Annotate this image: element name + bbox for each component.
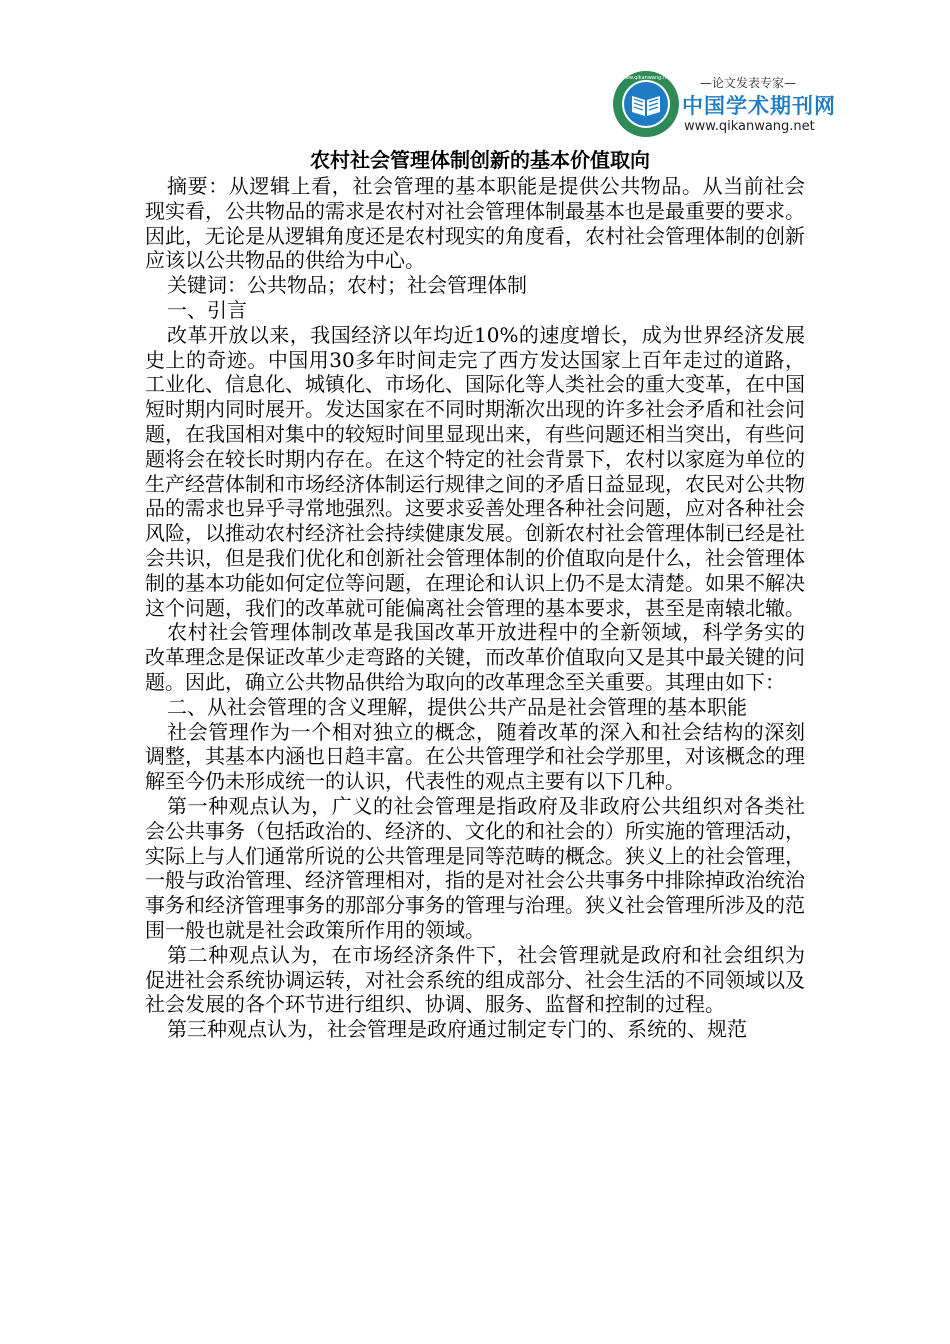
body-paragraph-1: 改革开放以来，我国经济以年均近10%的速度增长，成为世界经济发展史上的奇迹。中国用30多年时间走完了西方发达国家上百年走过的道路，工业化、信息化、城镇化、市场化、国际化等人类社会的重大变革，在中国短时期内同时展开。发达国家在不同时期渐次出现的许多社会矛盾和社会问题，在我国相对集中的较短时间里显现出来，有些问题还相当突出，有些问题将会在较长时期内存在。在这个特定的社会背景下，农村以家庭为单位的生产经营体制和市场经济体制运行规律之间的矛盾日益显现，农民对公共物品的需求也异乎寻常地强烈。这要求妥善处理各种社会问题，应对各种社会风险，以推动农村经济社会持续健康发展。创新农村社会管理体制已经是社会共识，但是我们优化和创新社会管理体制的价值取向是什么，社会管理体制的基本功能如何定位等问题，在理论和认识上仍不是太清楚。如果不解决这个问题，我们的改革就可能偏离社会管理的基本要求，甚至是南辕北辙。 <box>145 322 805 620</box>
body-paragraph-3: 社会管理作为一个相对独立的概念，随着改革的深入和社会结构的深刻调整，其基本内涵也日趋丰富。在公共管理学和社会学那里，对该概念的理解至今仍未形成统一的认识，代表性的观点主要有以下几种。 <box>145 719 805 794</box>
logo-site-name: 中国学术期刊网 <box>682 94 836 118</box>
body-paragraph-4: 第一种观点认为，广义的社会管理是指政府及非政府公共组织对各类社会公共事务（包括政治的、经济的、文化的和社会的）所实施的管理活动，实际上与人们通常所说的公共管理是同等范畴的概念。狭义上的社会管理，一般与政治管理、经济管理相对，指的是对社会公共事务中排除掉政治统治事务和经济管理事务的那部分事务的管理与治理。狭义社会管理所涉及的范围一般也就是社会政策所作用的领域。 <box>145 793 805 942</box>
body-paragraph-6: 第三种观点认为，社会管理是政府通过制定专门的、系统的、规范 <box>167 1017 747 1042</box>
journal-logo[interactable] <box>612 70 836 150</box>
article-title: 农村社会管理体制创新的基本价值取向 <box>310 148 650 172</box>
body-paragraph-5: 第二种观点认为，在市场经济条件下，社会管理就是政府和社会组织为促进社会系统协调运转，对社会系统的组成部分、社会生活的不同领域以及社会发展的各个环节进行组织、协调、服务、监督和控制的过程。 <box>145 942 805 1017</box>
section-heading-2: 二、从社会管理的含义理解，提供公共产品是社会管理的基本职能 <box>167 694 747 719</box>
keywords-line: 关键词：公共物品；农村；社会管理体制 <box>167 273 527 298</box>
body-paragraph-2: 农村社会管理体制改革是我国改革开放进程中的全新领域，科学务实的改革理念是保证改革少走弯路的关键，而改革价值取向又是其中最关键的问题。因此，确立公共物品供给为取向的改革理念至关重要。其理由如下： <box>145 620 805 694</box>
article-body <box>145 146 805 1042</box>
section-heading-1: 一、引言 <box>167 297 247 322</box>
logo-url[interactable]: www.qikanwang.net <box>684 119 815 134</box>
logo-tagline: —论文发表专家— <box>699 76 796 90</box>
abstract-paragraph: 摘要：从逻辑上看，社会管理的基本职能是提供公共物品。从当前社会现实看，公共物品的需求是农村对社会管理体制最基本也是最重要的要求。因此，无论是从逻辑角度还是农村现实的角度看，农村社会管理体制的创新应该以公共物品的供给为中心。 <box>145 174 805 273</box>
logo-emblem-icon <box>612 70 680 138</box>
logo-ring-text: www.qikanwang.net <box>620 75 672 81</box>
